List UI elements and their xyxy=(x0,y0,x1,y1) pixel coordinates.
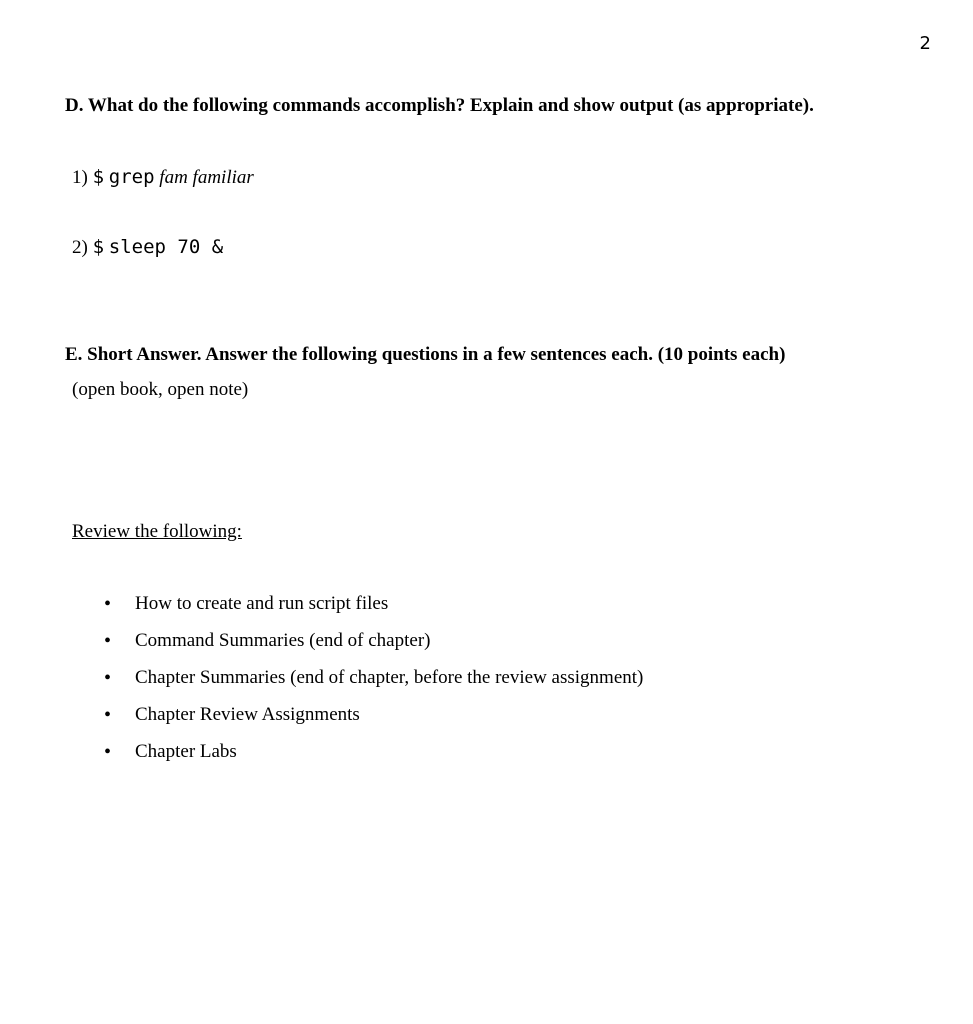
bullet-icon: • xyxy=(104,704,112,726)
command-number: 1) xyxy=(72,167,88,188)
command-name: grep xyxy=(108,166,155,188)
review-list xyxy=(104,593,643,778)
list-item xyxy=(104,704,643,741)
list-item-text: Chapter Summaries (end of chapter, before the review assignment) xyxy=(135,667,644,688)
bullet-icon: • xyxy=(104,593,112,615)
command-number: 2) xyxy=(72,237,88,258)
list-item-text: How to create and run script files xyxy=(135,593,389,614)
shell-prompt: $ xyxy=(92,166,105,188)
list-item xyxy=(104,593,643,630)
list-item-text: Chapter Review Assignments xyxy=(135,704,360,725)
list-item xyxy=(104,630,643,667)
section-e-heading: E. Short Answer. Answer the following questions in a few sentences each. (10 points each) xyxy=(65,344,786,365)
list-item xyxy=(104,667,643,704)
list-item xyxy=(104,741,643,778)
page-number: 2 xyxy=(919,33,931,54)
list-item-text: Command Summaries (end of chapter) xyxy=(135,630,431,651)
section-e-note: (open book, open note) xyxy=(72,379,249,400)
bullet-icon: • xyxy=(104,630,112,652)
command-name: sleep 70 & xyxy=(108,236,224,258)
review-title: Review the following: xyxy=(72,521,242,542)
command-args: fam familiar xyxy=(159,167,254,188)
shell-prompt: $ xyxy=(92,236,105,258)
command-line-1 xyxy=(72,166,254,189)
section-d-heading: D. What do the following commands accomplish? Explain and show output (as appropriate). xyxy=(65,95,814,116)
command-line-2 xyxy=(72,236,223,259)
bullet-icon: • xyxy=(104,667,112,689)
list-item-text: Chapter Labs xyxy=(135,741,237,762)
bullet-icon: • xyxy=(104,741,112,763)
